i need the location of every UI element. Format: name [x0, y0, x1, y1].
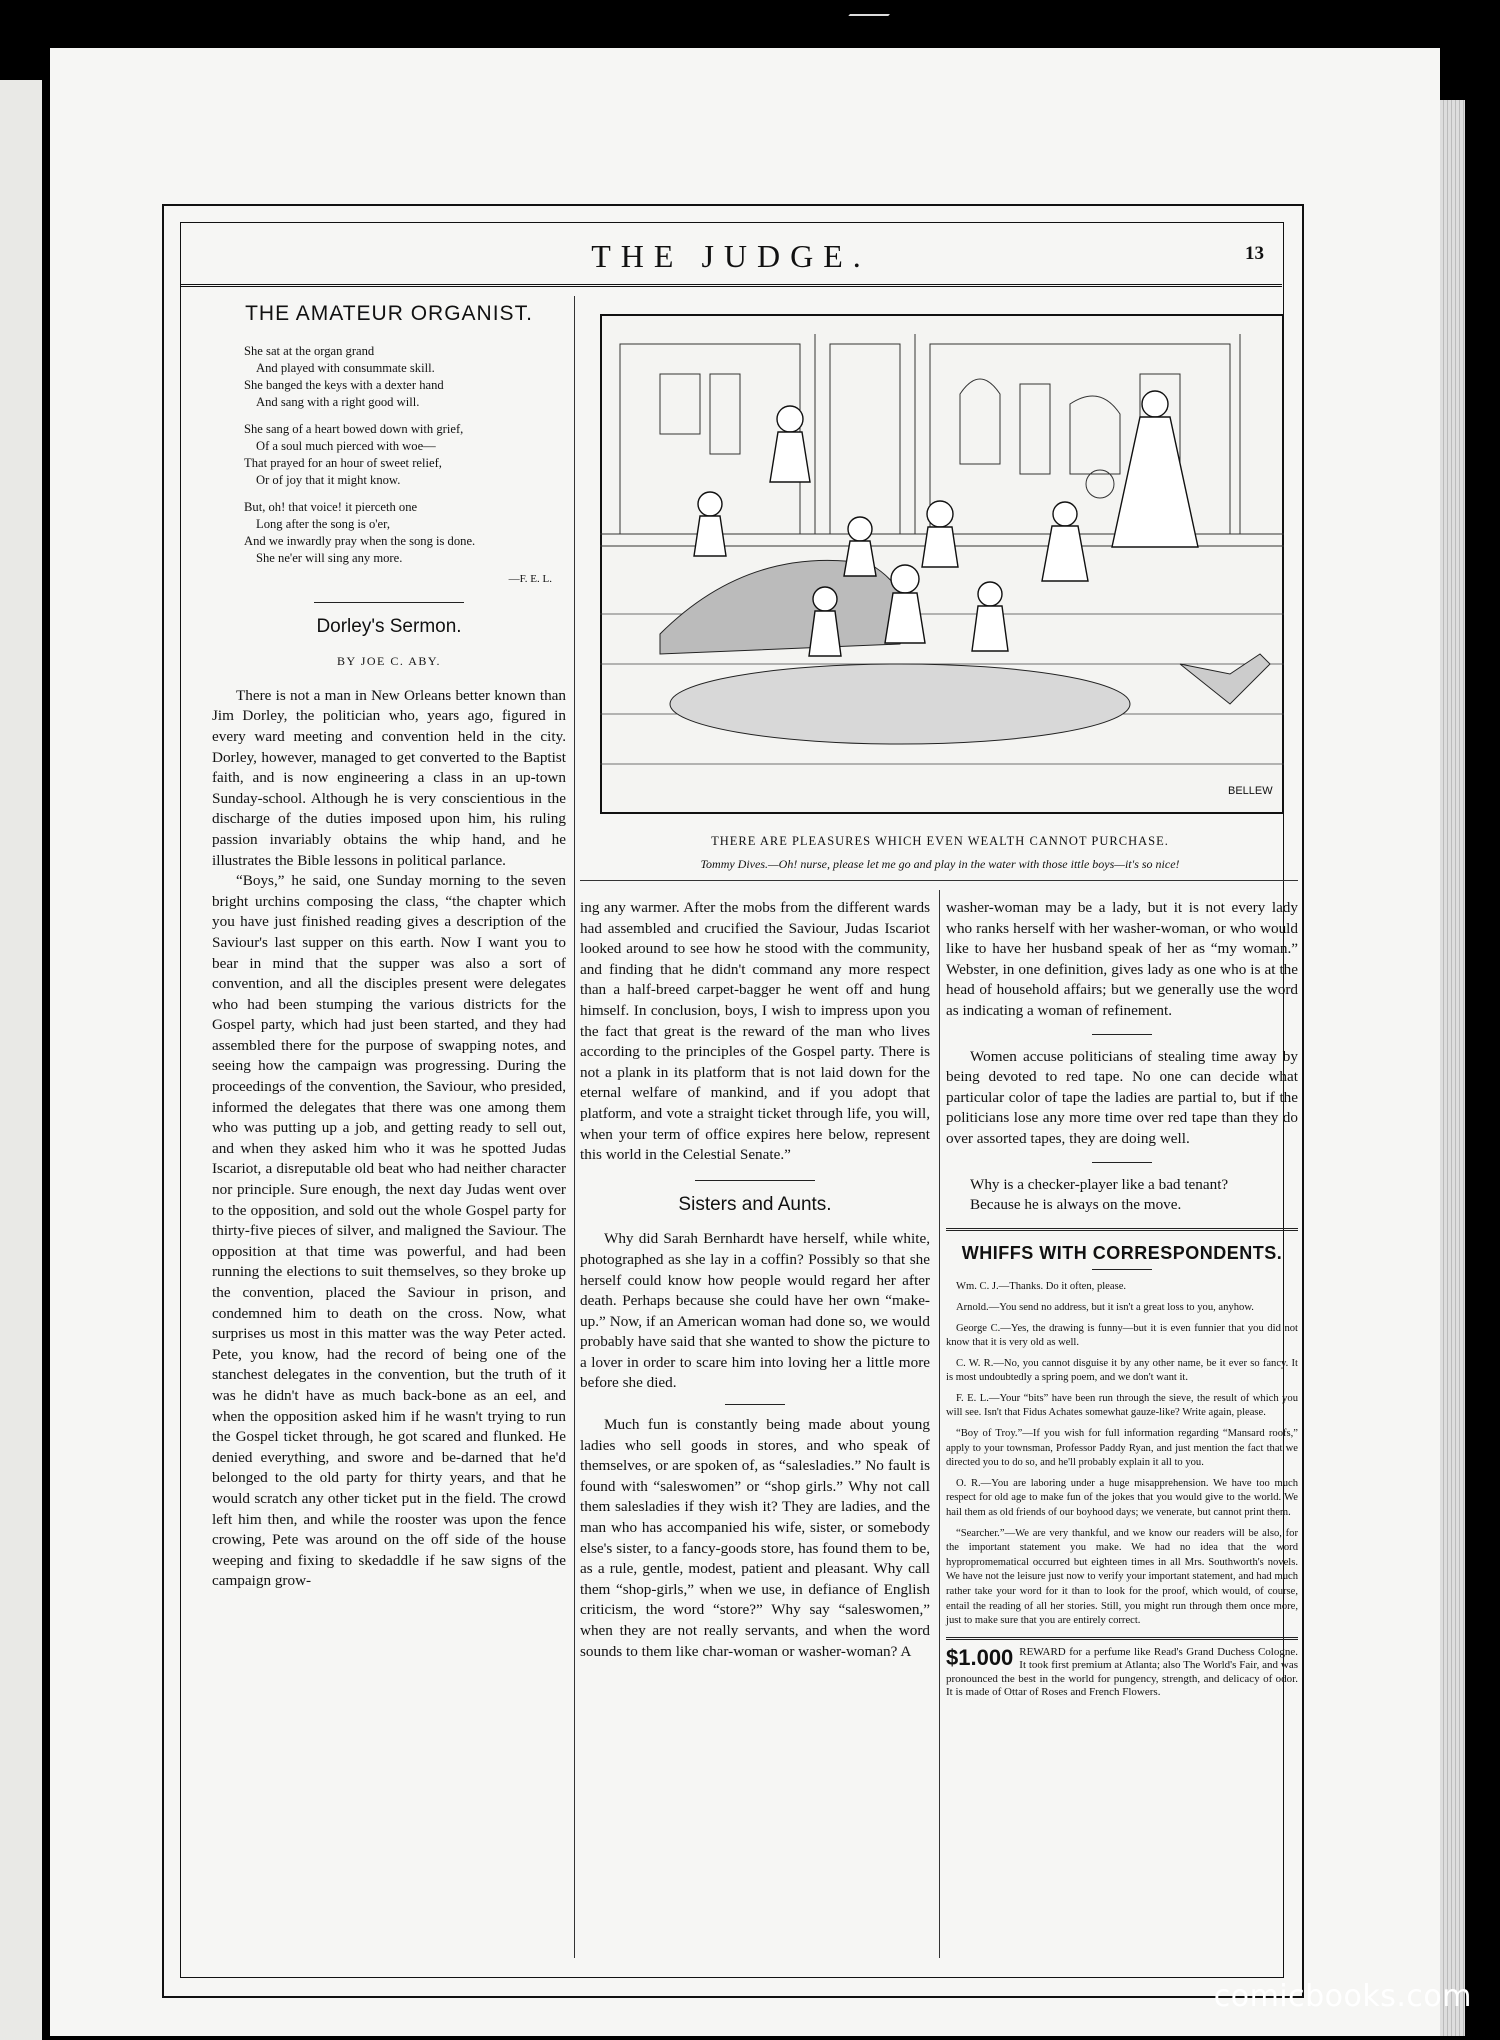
illustration-caption-title: THERE ARE PLEASURES WHICH EVEN WEALTH CANNOT PURCHASE.: [711, 834, 1169, 848]
divider: [1092, 1269, 1152, 1270]
divider: [695, 1180, 815, 1181]
poem-line: And sang with a right good will.: [256, 394, 420, 409]
story-title: Dorley's Sermon.: [316, 615, 462, 637]
story-continuation: ing any warmer. After the mobs from the different wards had assembled and crucified the Saviour, Judas Iscariot looked around to see how he stood with the community, and finding that he didn't command any more respect than a half-breed carpet-bagger he went off and hung himself. In conclusion, boys, I wish to impress upon you the fact that great is the reward of the man who lives according to the principles of the Gospel party. There is not a plank in its platform that is not laid down for the eternal welfare of mankind, and if you adopt that platform, and vote a straight ticket through life, you will, when your term of office expires here below, represent this world in the Celestial Senate.”: [580, 899, 930, 1164]
ad-text: REWARD for a perfume like Read's Grand Duchess Cologne. It took first premium at Atlanta; also The World's Fair, and was pronounced the best in the world for pungency, strength, and delicacy of odor. It is made of Ottar of Roses and French Flowers.: [946, 1645, 1298, 1699]
poem-line: And played with consummate skill.: [256, 360, 435, 375]
whiffs-list: [946, 1280, 1298, 1628]
whiffs-item: F. E. L.—Your “bits” have been run through the sieve, the result of which you will see. Isn't that Fidus Achates somewhat gauze-like? Write again, please.: [946, 1392, 1298, 1419]
sisters-continuation: washer-woman may be a lady, but it is not every lady who ranks herself with her washer-woman, or who would like to have her husband speak of her as “my woman.” Webster, in one definition, gives lady as one who is at the head of household affairs; but we generally use the word as indicating a woman of refinement.: [946, 899, 1298, 1019]
illustration-signature: BELLEW: [1228, 785, 1273, 797]
page-number: 13: [1245, 243, 1264, 264]
poem-line: She sat at the organ grand: [244, 343, 375, 358]
caption-rule: [580, 880, 1298, 881]
poem-title: THE AMATEUR ORGANIST.: [245, 302, 533, 325]
poem-line: And we inwardly pray when the song is done.: [244, 533, 476, 548]
divider: [1092, 1162, 1152, 1163]
sisters-title: Sisters and Aunts.: [678, 1193, 832, 1215]
page-stack-edge: [1440, 100, 1465, 2036]
poem-line: But, oh! that voice! it pierceth one: [244, 499, 418, 514]
column-3: [946, 898, 1298, 1700]
adjacent-page-edge: [0, 80, 42, 2040]
section-rule: [946, 1637, 1298, 1640]
poem-line: She ne'er will sing any more.: [256, 550, 403, 565]
cartoon-illustration: [600, 314, 1284, 814]
column-rule-2: [939, 890, 940, 1958]
divider: [314, 602, 464, 603]
column-rule-1: [574, 296, 575, 1958]
whiffs-item: Wm. C. J.—Thanks. Do it often, please.: [956, 1281, 1127, 1293]
story-paragraph: There is not a man in New Orleans better known than Jim Dorley, the politician who, years ago, figured in every ward meeting and convention held in the city. Dorley, however, managed to get converted to the Baptist faith, and is now engineering a class in an up-town Sunday-school. Although he is very conscientious in the discharge of the duties imposed upon him, his ruling passion invariably obtains the whip hand, and he illustrates the Bible lessons in political parlance.: [212, 686, 566, 869]
poem-line: Of a soul much pierced with woe—: [256, 438, 436, 453]
ad-amount: $1.000: [946, 1644, 1014, 1670]
poem-line: She sang of a heart bowed down with grief,: [244, 421, 464, 436]
illustration-caption-text: Tommy Dives.—Oh! nurse, please let me go and play in the water with those ittle boys—it's so nice!: [700, 857, 1180, 871]
section-rule: [946, 1228, 1298, 1231]
divider: [1092, 1034, 1152, 1035]
story-paragraph: “Boys,” he said, one Sunday morning to the seven bright urchins composing the class, “the chapter which you have just finished reading gives a description of the Saviour's last supper on this earth. Now I want you to bear in mind that the supper was also a sort of convention, and all the disciples present were delegates who had been stumping the various districts for the Gospel party, which had just been started, and they had assembled there for the purpose of swapping notes, and seeing how the campaign was progressing. During the proceedings of the convention, the Saviour, who presided, informed the delegates that there was one among them who was putting up a job, and getting ready to sell out, and when they asked him who it was he spotted Judas Iscariot, a disreputable old beat who had neither character nor principle. Sure enough, the next day Judas went over to the opposition, and sold out the whole Gospel party for thirty-five pieces of silver, and maligned the Saviour. The opposition at that time was powerful, and had been running the elections to suit themselves, so they broke up the convention, placed the Saviour in prison, and condemned him to death on the cross. Now, what surprises us most in this matter was the way Peter acted. Pete, you know, had the record of being one of the stanchest delegates in the convention, but the truth of it was he didn't have as much back-bone as an eel, and when the opposition asked him if he wasn't trying to run the Gospel ticket through, he got scared and flunked. He denied everything, and swore and be-darned that he'd belonged to the old party for thirty years, and that he would scratch any other ticket put in the field. The crowd left him then, and while the rooster was upon the fence crowing, Pete was around on the off side of the house weeping and fixing to skedaddle if he saw signs of the campaign grow-: [212, 872, 566, 1590]
whiffs-title: WHIFFS WITH CORRESPONDENTS.: [961, 1242, 1283, 1263]
whiffs-item: O. R.—You are laboring under a huge misapprehension. We have too much respect for old age to make fun of the jokes that you would give to the world. We hail them as old friends of our boyhood days; we venerate, but cannot print them.: [946, 1477, 1298, 1519]
site-watermark: comicbooks.com: [1213, 1979, 1472, 2014]
poem-line: She banged the keys with a dexter hand: [244, 377, 444, 392]
riddle-question: Why is a checker-player like a bad tenant?: [970, 1175, 1229, 1193]
masthead-rule: [180, 284, 1282, 287]
scan-mark: [848, 0, 901, 16]
divider: [725, 1404, 785, 1405]
women-paragraph: Women accuse politicians of stealing time away by being devoted to red tape. No one can decide what particular color of tape the ladies are partial to, but if the politicians lose any more time over red tape than they do over assorted tapes, they are doing well.: [946, 1047, 1298, 1147]
whiffs-item: George C.—Yes, the drawing is funny—but it is even funnier that you did not know that it is very old as well.: [946, 1322, 1298, 1349]
perfume-advertisement: [946, 1646, 1298, 1700]
story-byline: BY JOE C. ABY.: [336, 654, 442, 669]
whiffs-item: Arnold.—You send no address, but it isn't a great loss to you, anyhow.: [956, 1301, 1254, 1313]
column-1: [212, 298, 566, 1592]
whiffs-item: “Boy of Troy.”—If you wish for full information regarding “Mansard roofs,” apply to your townsman, Professor Paddy Ryan, and just mention the fact that we directed you to do so, and he'll probably explain it all to you.: [946, 1428, 1298, 1469]
column-2: [580, 898, 930, 1662]
poem-body: [244, 343, 566, 588]
poem-line: Or of joy that it might know.: [256, 472, 401, 487]
poem-signature: —F. E. L.: [508, 572, 552, 585]
poem-line: Long after the song is o'er,: [256, 516, 390, 531]
poem-line: That prayed for an hour of sweet relief,: [244, 455, 442, 470]
whiffs-item: “Searcher.”—We are very thankful, and we know our readers will be also, for the important statement you make. We had no idea that the word hypropromematical occurred but eighteen times in all Mrs. Southworth's novels. We have not the leisure just now to verify your important statement, and had much rather take your word for it than to look for the proof, which would, of course, entail the reading of all her stories. Still, you might run through them once more, just to make sure that you are entirely correct.: [946, 1527, 1298, 1627]
sisters-paragraph: Why did Sarah Bernhardt have herself, while white, photographed as she lay in a coffin? Possibly so that she herself could know how people would regard her after death. Perhaps because she could have her own “make-up.” Now, if an American woman had done so, we would probably have said that she wanted to show the picture to a lover in order to scare him into loving her a little more before she died.: [580, 1230, 930, 1392]
sisters-paragraph: Much fun is constantly being made about young ladies who sell goods in stores, and who speak of themselves, or are spoken of, as “salesladies.” No fault is found with “saleswomen” or “shop girls.” Why not call them salesladies if they wish it? They are ladies, and the man who has accompanied his wife, sister, or somebody else's sister, to a fancy-goods store, has found them to be, as a rule, gentle, modest, patient and pleasant. Why call them “shop-girls,” when we use, in defiance of English criticism, the word “store?” Why say “saleswomen,” when they are not really servants, and when the word sounds to them like char-woman or washer-woman? A: [580, 1416, 930, 1660]
masthead-title: THE JUDGE.: [591, 238, 871, 274]
riddle-answer: Because he is always on the move.: [970, 1196, 1182, 1214]
whiffs-item: C. W. R.—No, you cannot disguise it by any other name, be it ever so fancy. It is most undoubtedly a spring poem, and we don't want it.: [946, 1357, 1298, 1384]
